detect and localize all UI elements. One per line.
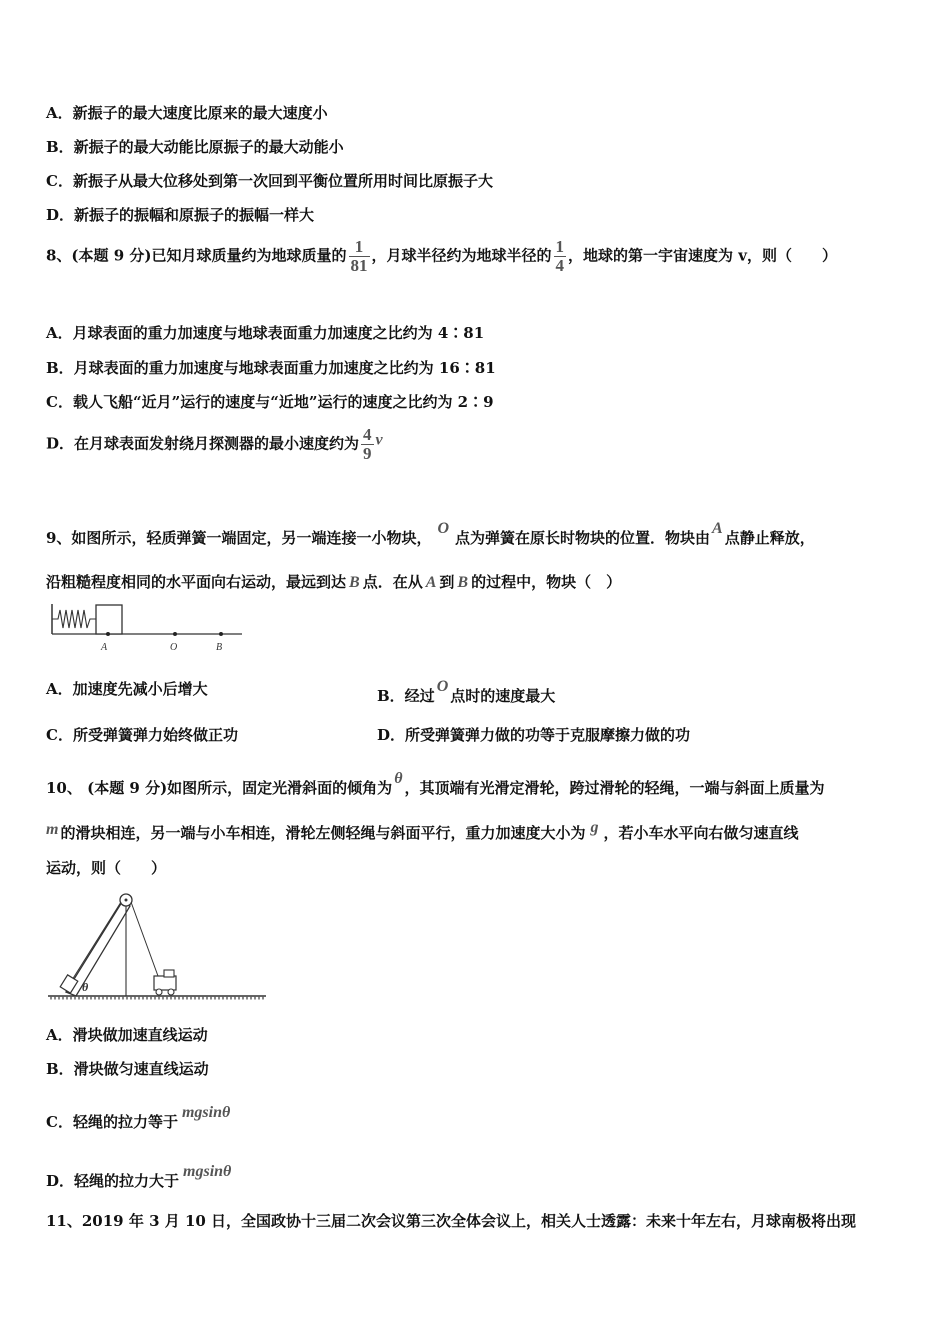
q9-line2-c: 到 <box>439 573 455 591</box>
q10-stem-line2 <box>46 819 798 843</box>
q10-line1-a: 10、 (本题 9 分)如图所示，固定光滑斜面的倾角为 <box>46 779 393 797</box>
q8-fraction-mass <box>349 238 370 275</box>
q10-option-d-expr: mgsinθ <box>183 1163 232 1180</box>
q8-option-d <box>46 426 383 463</box>
q10-option-c-expr: mgsinθ <box>181 1104 231 1121</box>
q10-cart-wheel-left <box>156 989 162 995</box>
q9-option-a: A．加速度先减小后增大 <box>46 680 208 698</box>
q9-stem-line1 <box>46 520 815 548</box>
q9-label-a: A <box>101 642 108 653</box>
q10-rope-left <box>72 902 121 980</box>
q10-cart-body <box>154 976 176 990</box>
q10-pulley-axle <box>125 899 128 902</box>
q10-option-c <box>46 1104 230 1132</box>
q10-option-d-text: D．轻绳的拉力大于 <box>46 1172 180 1190</box>
q10-incline-figure <box>46 888 268 1008</box>
q10-line2-a: 的滑块相连，另一端与小车相连，滑轮左侧轻绳与斜面平行，重力加速度大小为 <box>60 824 586 842</box>
q10-stem-line3: 运动，则（ ） <box>46 859 167 877</box>
q10-option-b: B．滑块做匀速直线运动 <box>46 1060 209 1078</box>
q7-option-a: A．新振子的最大速度比原来的最大速度小 <box>46 104 328 122</box>
q9-stem-line2 <box>46 571 621 592</box>
q9-option-c: C．所受弹簧弹力始终做正功 <box>46 726 238 744</box>
q9-point-o <box>173 632 177 636</box>
q9-option-b-var: O <box>436 678 449 695</box>
q9-option-b <box>377 678 555 706</box>
q10-rope-right <box>131 902 158 976</box>
q9-var-a: A <box>712 520 723 537</box>
q8-frac1-num: 1 <box>349 238 370 257</box>
q10-incline-svg <box>46 888 268 1008</box>
q8-d-frac-num: 4 <box>363 425 372 444</box>
q9-line1-a: 9、如图所示，轻质弹簧一端固定，另一端连接一小物块， <box>46 529 432 547</box>
q8-d-frac-den: 9 <box>363 444 372 463</box>
q8-mid: ，月球半径约为地球半径的 <box>371 246 552 265</box>
q8-option-d-text: D．在月球表面发射绕月探测器的最小速度约为 <box>46 434 360 453</box>
q8-option-d-fraction <box>361 426 374 463</box>
q8-prefix: 8、(本题 9 分)已知月球质量约为地球质量的 <box>46 246 347 265</box>
q9-point-a <box>106 632 110 636</box>
q8-option-a: A．月球表面的重力加速度与地球表面重力加速度之比约为 4∶81 <box>46 324 485 342</box>
q8-frac2-den: 4 <box>555 256 565 275</box>
q8-frac2-num: 1 <box>555 237 565 256</box>
q9-block <box>96 605 122 634</box>
q10-var-theta: θ <box>394 770 403 787</box>
q9-spring <box>52 610 96 628</box>
q8-stem <box>46 238 837 275</box>
q11-stem-line1: 11、2019 年 3 月 10 日，全国政协十三届二次会议第三次全体会议上，相关人士透露：未来十年左右，月球南极将出现 <box>46 1212 857 1230</box>
q8-fraction-radius <box>554 238 567 275</box>
q10-theta-label: θ <box>82 980 89 994</box>
q10-var-g: g <box>590 819 599 836</box>
q9-var-o: O <box>437 520 450 537</box>
q9-option-b-prefix: B．经过 <box>377 687 435 705</box>
q10-stem-line1 <box>46 770 825 798</box>
q7-option-d: D．新振子的振幅和原振子的振幅一样大 <box>46 206 315 224</box>
q10-option-c-text: C．轻绳的拉力等于 <box>46 1113 178 1131</box>
q10-line1-b: ，其顶端有光滑定滑轮，跨过滑轮的轻绳，一端与斜面上质量为 <box>404 779 825 797</box>
q8-option-d-var: v <box>375 431 383 449</box>
q9-option-d: D．所受弹簧弹力做的功等于克服摩擦力做的功 <box>377 726 691 744</box>
q10-line2-b: ，若小车水平向右做匀速直线 <box>603 824 799 842</box>
q10-cart-wheel-right <box>168 989 174 995</box>
q9-point-b <box>219 632 223 636</box>
q8-suffix: ，地球的第一宇宙速度为 v，则（ ） <box>568 246 837 265</box>
q9-label-o: O <box>170 642 178 653</box>
q9-line2-d: 的过程中，物块（ ） <box>471 573 622 591</box>
q8-frac1-den: 81 <box>350 256 368 275</box>
q9-var-b-2: B <box>457 574 469 591</box>
q9-line2-b: 点．在从 <box>362 573 423 591</box>
q8-option-c: C．载人飞船“近月”运行的速度与“近地”运行的速度之比约为 2∶9 <box>46 393 494 411</box>
q7-option-b: B．新振子的最大动能比原振子的最大动能小 <box>46 138 344 156</box>
q9-var-a-2: A <box>425 574 437 591</box>
q8-option-b: B．月球表面的重力加速度与地球表面重力加速度之比约为 16∶81 <box>46 359 496 377</box>
q10-var-m: m <box>46 821 59 838</box>
q9-spring-svg <box>46 600 246 655</box>
q9-spring-figure <box>46 600 246 655</box>
q10-option-d <box>46 1163 231 1191</box>
q9-var-b: B <box>349 574 360 591</box>
q10-cart-cab <box>164 970 174 977</box>
q10-option-a: A．滑块做加速直线运动 <box>46 1026 208 1044</box>
q9-label-b: B <box>216 642 223 653</box>
q7-option-c: C．新振子从最大位移处到第一次回到平衡位置所用时间比原振子大 <box>46 172 493 190</box>
q9-line1-b: 点为弹簧在原长时物块的位置．物块由 <box>455 529 711 547</box>
q9-line1-c: 点静止释放， <box>724 529 815 547</box>
q9-option-b-suffix: 点时的速度最大 <box>450 687 556 705</box>
q9-line2-a: 沿粗糙程度相同的水平面向右运动，最远到达 <box>46 573 347 591</box>
